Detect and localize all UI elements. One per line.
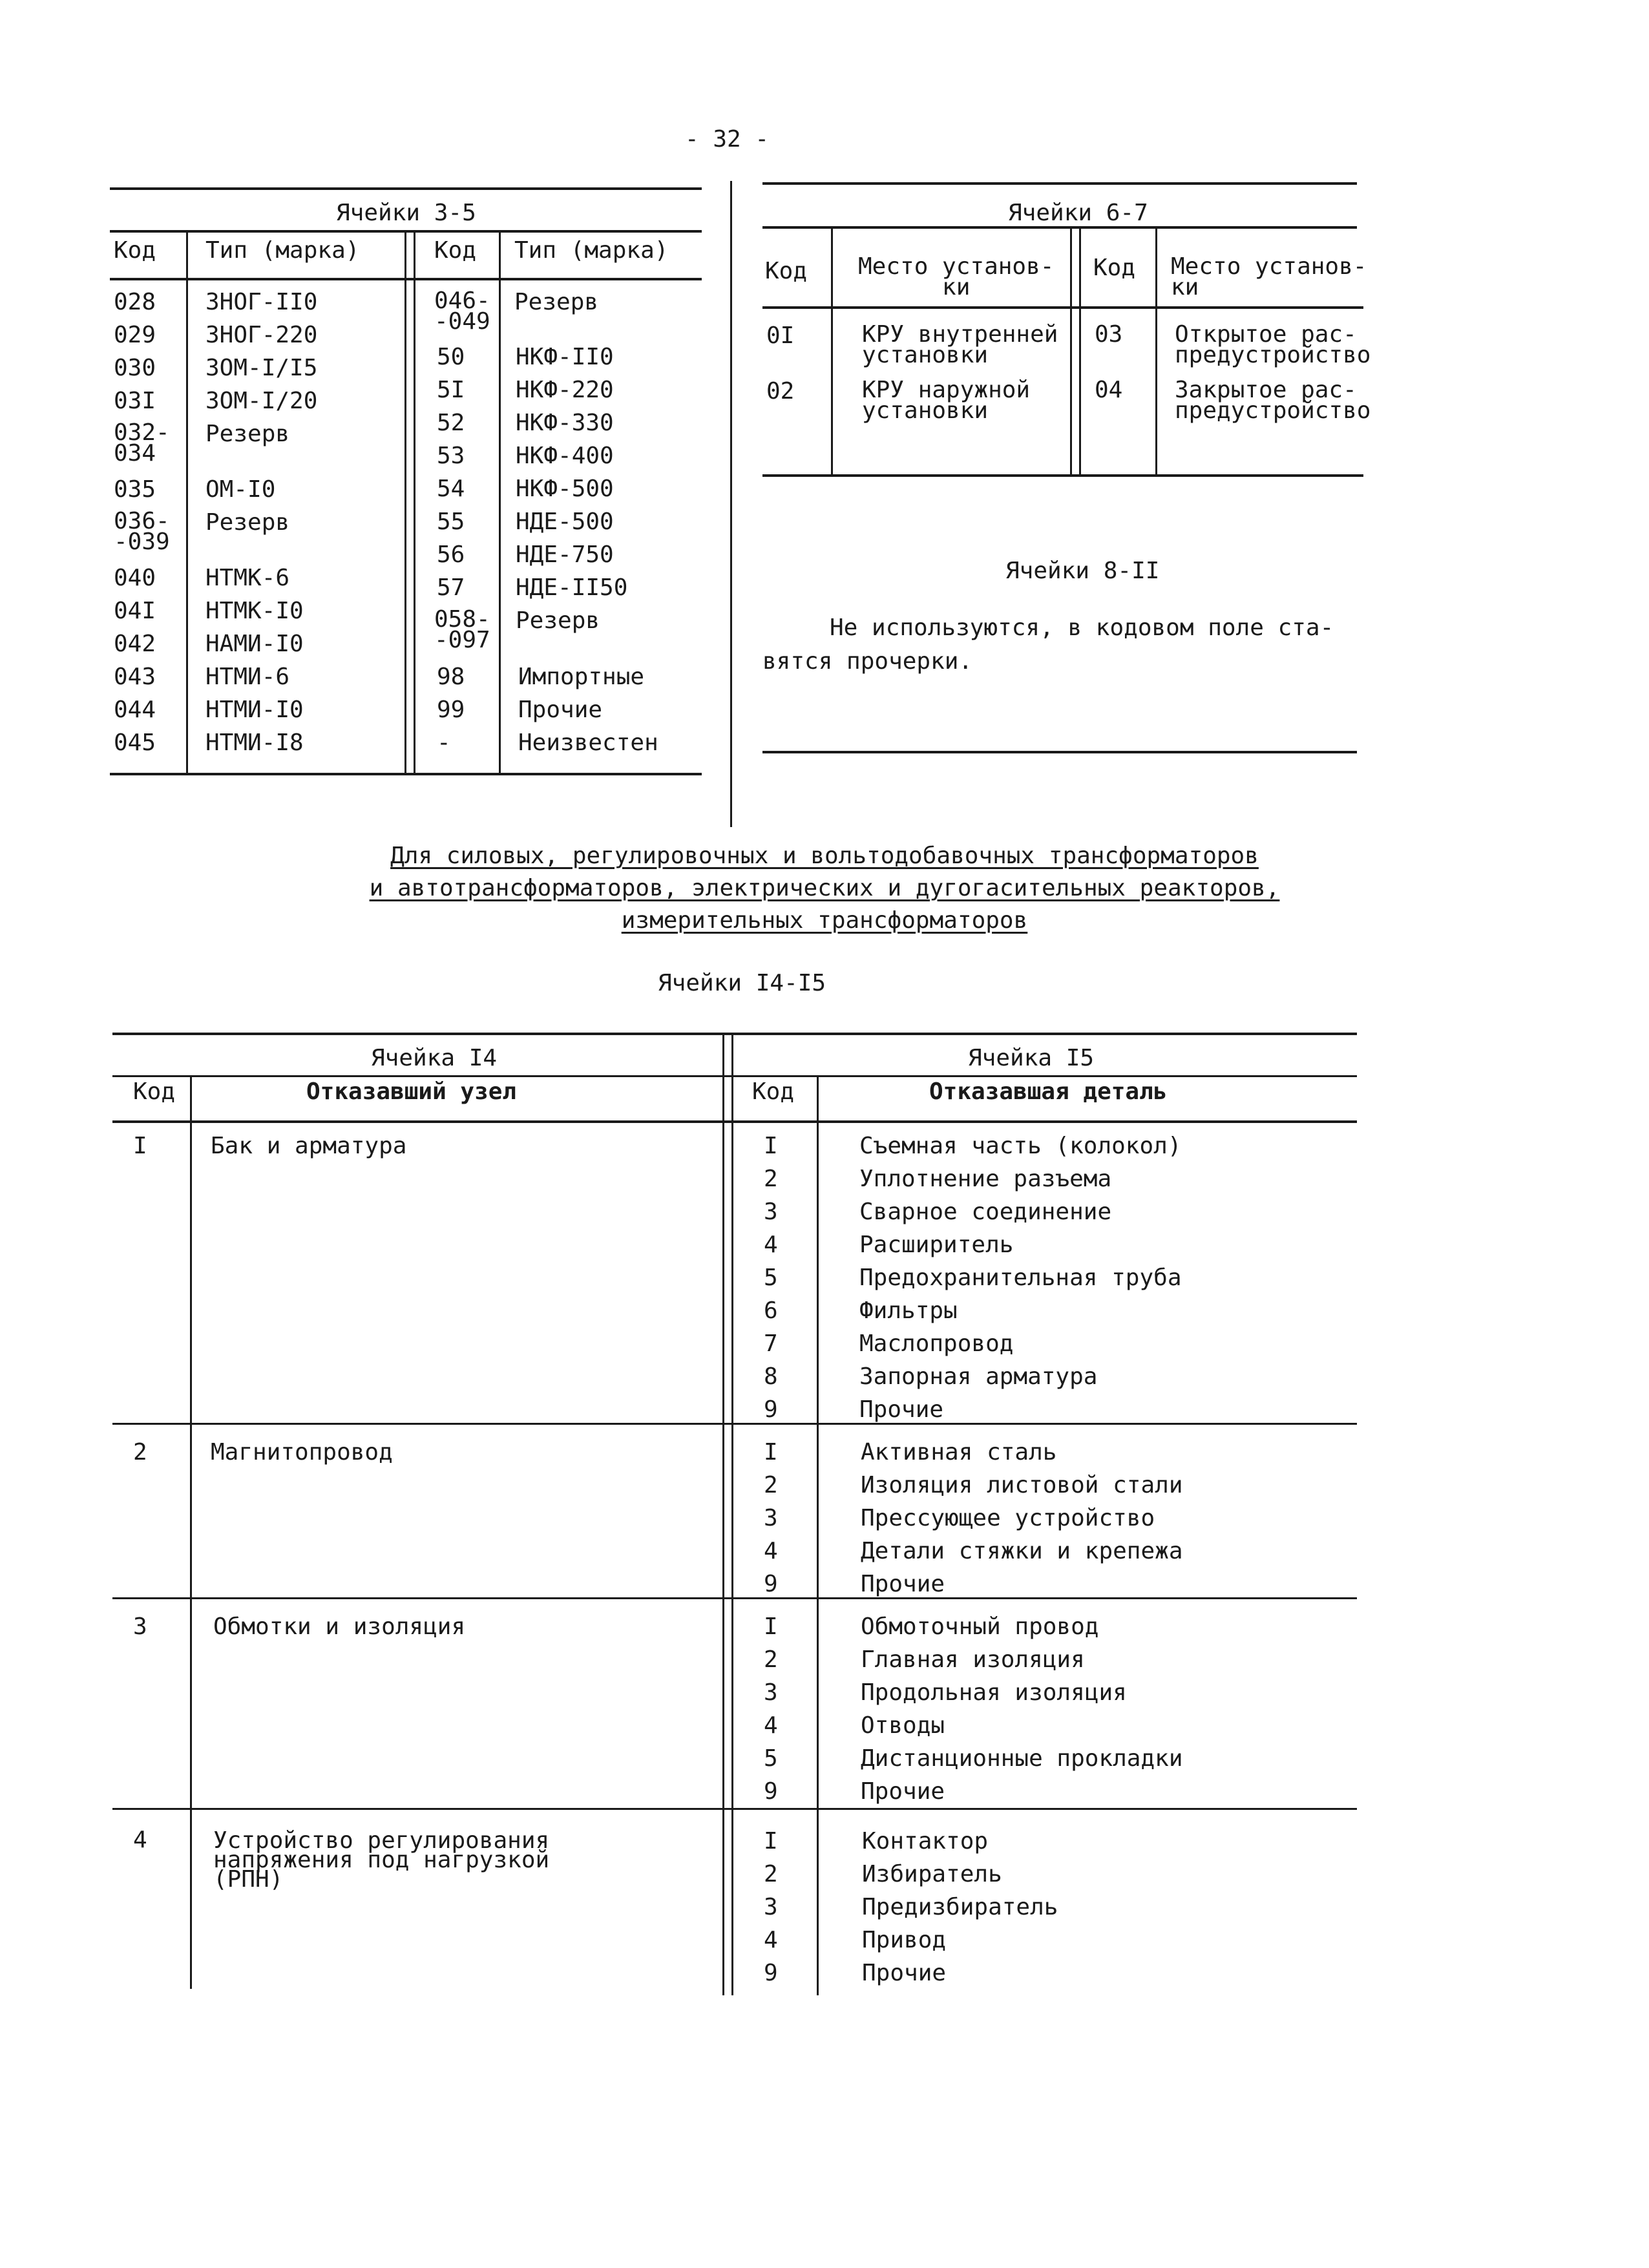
row-type: НТМК-6 <box>205 565 290 591</box>
section-title: Ячейки 8-II <box>1005 558 1160 584</box>
part-name: Изоляция листовой стали <box>861 1472 1183 1498</box>
part-code: 4 <box>764 1927 778 1953</box>
row-place: Открытое рас- предустройство <box>1175 321 1371 368</box>
part-code: 4 <box>764 1712 778 1739</box>
row-place: КРУ наружной установки <box>862 377 1031 424</box>
part-code: I <box>764 1613 778 1640</box>
part-code: 9 <box>764 1778 778 1805</box>
row-code: 55 <box>437 509 465 535</box>
part-code: 9 <box>764 1396 778 1423</box>
column-line <box>414 230 415 774</box>
row-code: - <box>437 730 451 756</box>
table-title: Ячейки 3-5 <box>336 200 476 226</box>
row-type: НДЕ-500 <box>516 509 614 535</box>
row-code: 56 <box>437 541 465 568</box>
rule <box>762 182 1357 185</box>
row-type: Резерв <box>516 607 600 634</box>
part-name: Продольная изоляция <box>861 1679 1127 1706</box>
row-type: Импортные <box>518 664 645 690</box>
part-name: Маслопровод <box>859 1330 1014 1357</box>
row-type: ЗНОГ-II0 <box>205 289 318 315</box>
header-place: Место установ- ки <box>858 253 1055 300</box>
row-code: 52 <box>437 410 465 436</box>
header-code: Код <box>765 258 808 284</box>
header-place: Место установ- ки <box>1171 253 1367 300</box>
row-code: 029 <box>114 322 156 348</box>
part-name: Привод <box>862 1927 947 1953</box>
part-name: Запорная арматура <box>859 1363 1098 1390</box>
row-type: ЗОМ-I/I5 <box>205 355 318 381</box>
table-title: Ячейки I4-I5 <box>658 970 826 996</box>
row-code: 5I <box>437 377 465 403</box>
part-name: Прочие <box>861 1778 945 1805</box>
header-code: Код <box>1093 255 1136 281</box>
part-code: I <box>764 1828 778 1854</box>
row-place: КРУ внутренней установки <box>862 321 1058 368</box>
part-code: I <box>764 1133 778 1159</box>
row-code: 032- 034 <box>114 419 170 467</box>
part-name: Фильтры <box>859 1297 958 1324</box>
column-line <box>731 1033 733 1995</box>
row-type: Резерв <box>514 289 599 315</box>
row-type: НКФ-400 <box>516 443 614 469</box>
row-code: 035 <box>114 476 156 503</box>
row-code: 042 <box>114 631 156 657</box>
rule <box>762 306 1363 309</box>
section-heading <box>0 840 1649 937</box>
heading-line: Для силовых, регулировочных и вольтодобавочных трансформаторов <box>390 843 1259 869</box>
part-code: 6 <box>764 1297 778 1324</box>
row-code: 03I <box>114 388 156 414</box>
unit-name: Бак и арматура <box>211 1133 407 1159</box>
part-code: 2 <box>764 1472 778 1498</box>
row-code: 040 <box>114 565 156 591</box>
row-code: 02 <box>766 378 795 404</box>
part-code: 5 <box>764 1745 778 1772</box>
header-type: Тип (марка) <box>514 237 669 264</box>
row-type: НТМИ-6 <box>205 664 290 690</box>
row-type: НДЕ-II50 <box>516 574 628 601</box>
part-code: 3 <box>764 1894 778 1920</box>
unit-code: 4 <box>133 1827 147 1853</box>
part-code: 4 <box>764 1232 778 1258</box>
column-line <box>1079 226 1081 476</box>
part-name: Главная изоляция <box>861 1646 1085 1673</box>
group-separator <box>112 1808 1357 1810</box>
part-name: Обмоточный провод <box>861 1613 1099 1640</box>
part-code: 9 <box>764 1571 778 1597</box>
row-code: 03 <box>1095 321 1123 348</box>
row-code: 98 <box>437 664 465 690</box>
part-code: 3 <box>764 1679 778 1706</box>
row-type: Неизвестен <box>518 730 658 756</box>
part-name: Предизбиратель <box>862 1894 1058 1920</box>
column-line <box>1070 226 1072 476</box>
row-code: 99 <box>437 697 465 723</box>
part-code: 4 <box>764 1538 778 1564</box>
row-type: ЗНОГ-220 <box>205 322 318 348</box>
row-type: НКФ-500 <box>516 476 614 502</box>
group-separator <box>112 1597 1357 1599</box>
rule <box>762 226 1357 229</box>
row-code: 058- -097 <box>434 606 490 653</box>
row-type: ЗОМ-I/20 <box>205 388 318 414</box>
header-code: Код <box>434 237 477 264</box>
column-line <box>186 230 188 774</box>
row-type: НТМИ-I8 <box>205 730 304 756</box>
part-code: 2 <box>764 1166 778 1192</box>
row-code: 028 <box>114 289 156 315</box>
row-type: НДЕ-750 <box>516 541 614 568</box>
row-code: 045 <box>114 730 156 756</box>
part-code: 3 <box>764 1199 778 1225</box>
column-line <box>499 230 501 774</box>
part-name: Отводы <box>861 1712 945 1739</box>
header-code: Код <box>114 237 156 264</box>
row-type: Резерв <box>205 421 290 447</box>
part-name: Расширитель <box>859 1232 1014 1258</box>
header-part: Отказавшая деталь <box>929 1078 1168 1105</box>
row-code: 046- -049 <box>434 288 490 335</box>
part-code: 8 <box>764 1363 778 1390</box>
table-title: Ячейки 6-7 <box>1008 200 1148 226</box>
group-separator <box>112 1423 1357 1425</box>
part-name: Дистанционные прокладки <box>861 1745 1183 1772</box>
row-type: Прочие <box>518 697 603 723</box>
row-code: 0I <box>766 322 795 349</box>
column-line <box>831 226 833 476</box>
header-code: Код <box>752 1078 795 1105</box>
section-text-line: Не используются, в кодовом поле ста- <box>830 614 1334 641</box>
unit-name: Обмотки и изоляция <box>213 1613 466 1640</box>
row-code: 04 <box>1095 377 1123 403</box>
heading-line: и автотрансформаторов, электрических и дугогасительных реакторов, <box>369 875 1280 901</box>
part-code: 2 <box>764 1861 778 1887</box>
part-code: 2 <box>764 1646 778 1673</box>
header-code: Код <box>133 1078 176 1105</box>
rule <box>112 1120 1357 1123</box>
row-code: 50 <box>437 344 465 370</box>
row-code: 53 <box>437 443 465 469</box>
rule <box>762 474 1363 477</box>
cell15-title: Ячейка I5 <box>968 1045 1095 1071</box>
unit-code: 3 <box>133 1613 147 1640</box>
unit-name: Устройство регулирования напряжения под нагрузкой (РПН) <box>213 1827 550 1893</box>
page-number: - 32 - <box>685 126 770 152</box>
part-name: Контактор <box>862 1828 989 1854</box>
part-name: Прессующее устройство <box>861 1505 1155 1531</box>
column-line <box>722 1033 724 1995</box>
row-type: Резерв <box>205 509 290 536</box>
part-code: I <box>764 1439 778 1465</box>
unit-code: 2 <box>133 1439 147 1465</box>
rule <box>112 1075 1357 1077</box>
part-code: 5 <box>764 1265 778 1291</box>
part-name: Детали стяжки и крепежа <box>861 1538 1183 1564</box>
heading-line: измерительных трансформаторов <box>621 907 1028 934</box>
header-unit: Отказавший узел <box>306 1078 517 1105</box>
row-code: 036- -039 <box>114 508 170 555</box>
header-type: Тип (марка) <box>205 237 360 264</box>
part-name: Активная сталь <box>861 1439 1057 1465</box>
rule <box>762 751 1357 753</box>
row-code: 04I <box>114 598 156 624</box>
column-line <box>190 1075 192 1989</box>
row-place: Закрытое рас- предустройство <box>1175 377 1371 424</box>
section-text-line: вятся прочерки. <box>762 648 973 675</box>
row-type: НТМИ-I0 <box>205 697 304 723</box>
column-line <box>817 1075 819 1995</box>
part-name: Предохранительная труба <box>859 1265 1182 1291</box>
part-code: 9 <box>764 1960 778 1986</box>
part-name: Избиратель <box>862 1861 1002 1887</box>
column-line <box>404 230 406 774</box>
row-type: НТМК-I0 <box>205 598 304 624</box>
row-type: НКФ-330 <box>516 410 614 436</box>
column-line <box>1155 226 1157 476</box>
row-type: ОМ-I0 <box>205 476 276 503</box>
row-type: НАМИ-I0 <box>205 631 304 657</box>
rule <box>110 187 702 190</box>
row-code: 044 <box>114 697 156 723</box>
part-name: Прочие <box>859 1396 944 1423</box>
row-code: 043 <box>114 664 156 690</box>
unit-name: Магнитопровод <box>211 1439 393 1465</box>
part-name: Уплотнение разъема <box>859 1166 1112 1192</box>
part-name: Прочие <box>862 1960 947 1986</box>
row-code: 57 <box>437 574 465 601</box>
row-type: НКФ-220 <box>516 377 614 403</box>
row-type: НКФ-II0 <box>516 344 614 370</box>
part-name: Съемная часть (колокол) <box>859 1133 1182 1159</box>
row-code: 54 <box>437 476 465 502</box>
cell14-title: Ячейка I4 <box>371 1045 498 1071</box>
column-divider <box>730 181 732 827</box>
part-code: 3 <box>764 1505 778 1531</box>
part-code: 7 <box>764 1330 778 1357</box>
unit-code: I <box>133 1133 147 1159</box>
row-code: 030 <box>114 355 156 381</box>
part-name: Сварное соединение <box>859 1199 1112 1225</box>
rule <box>112 1033 1357 1035</box>
part-name: Прочие <box>861 1571 945 1597</box>
